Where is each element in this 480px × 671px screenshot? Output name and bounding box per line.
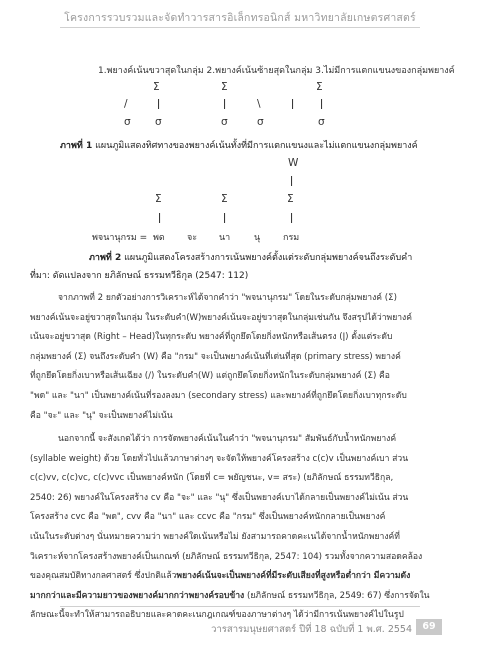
running-header: โครงการรวบรวมและจัดทำวารสารอิเล็กทรอนิกส์ มหาวิทยาลัยเกษตรศาสตร์: [64, 12, 416, 24]
fig2-sigma-1: Σ: [155, 193, 162, 205]
fig1-branch-backslash: \: [257, 98, 261, 110]
footer-divider: [60, 606, 420, 607]
paragraph-2: [30, 430, 448, 626]
fig2-caption: [89, 250, 412, 264]
paragraph-line: เน้นจะอยู่ขวาสุด (Right – Head)ในทุกระดับ พยางค์ที่ถูกยึดโดยกิ่งหนักหรือเส้นตรง (ǀ) ตั้งแต่ระดับ: [30, 332, 393, 343]
fig2-syllable-5: กรม: [283, 233, 300, 243]
paragraph-line: "พด" และ "นา" เป็นพยางค์เน้นที่รองลงมา (secondary stress) และพยางค์ที่ถูกยึดโดยกิ่งเบาทุกระดับ: [30, 390, 407, 401]
fig2-word-node: W: [288, 157, 299, 169]
fig2-bar-3: ǀ: [290, 212, 294, 224]
fig2-syllable-2: จะ: [187, 233, 198, 243]
fig2-branch-bar-top: ǀ: [290, 175, 294, 187]
fig2-caption-label: ภาพที่ 2: [89, 253, 122, 263]
paragraph-line: พยางค์เน้นจะอยู่ขวาสุดในกลุ่ม ในระดับคำ(W)พยางค์เน้นจะอยู่ขวาสุดในกลุ่มเช่นกัน จึงสรุปได้ว่าพยางค์: [30, 312, 412, 323]
paragraph-1: [30, 289, 448, 426]
fig1-syllable-5: σ: [318, 116, 325, 128]
paragraph-line: กลุ่มพยางค์ (Σ) จนถึงระดับคำ (W) คือ "กรม" จะเป็นพยางค์เน้นที่เด่นที่สุด (primary stress) พยางค์: [30, 351, 401, 362]
journal-footer: วารสารมนุษยศาสตร์ ปีที่ 18 ฉบับที่ 1 พ.ศ. 2554: [211, 624, 412, 635]
paragraph-line: วิเคราะห์จากโครงสร้างพยางค์เป็นเกณฑ์ (ยภิลักษณ์ ธรรมทวีธิกุล, 2547: 104) รวมทั้งจากความสอดคล้อง: [30, 551, 423, 562]
paragraph-line: (syllable weight) ด้วย โดยทั่วไปแล้วภาษาต่างๆ จะจัดให้พยางค์โครงสร้าง c(c)v เป็นพยางค์เบา ส่วน: [30, 453, 409, 464]
fig2-sigma-3: Σ: [287, 193, 294, 205]
fig1-branch-bar-4: ǀ: [320, 98, 324, 110]
fig1-sigma-2: Σ: [221, 81, 228, 93]
emphasis-text: มากกว่าและมีความยาวของพยางค์มากกว่าพยางค์รอบข้าง: [30, 590, 245, 601]
fig2-bar-2: ǀ: [223, 212, 227, 224]
fig2-bar-1: ǀ: [158, 212, 162, 224]
page-number: 69: [416, 619, 442, 635]
fig1-caption-text: แผนภูมิแสดงทิศทางของพยางค์เน้นทั้งที่มีการแตกแขนงและไม่แตกแขนงกลุ่มพยางค์: [95, 141, 418, 151]
fig1-options-line: 1.พยางค์เน้นขวาสุดในกลุ่ม 2.พยางค์เน้นซ้ายสุดในกลุ่ม 3.ไม่มีการแตกแขนงของกลุ่มพยางค์: [98, 66, 455, 76]
paragraph-line: c(c)vv, c(c)vc, c(c)vvc เป็นพยางค์หนัก (โดยที่ c= พยัญชนะ, v= สระ) (ยภิลักษณ์ ธรรมทวีธิกุล,: [30, 473, 394, 484]
paragraph-line: [30, 567, 448, 587]
emphasis-text: พยางค์เน้นจะเป็นพยางค์ที่มีระดับเสียงที่สูงหรือต่ำกว่า มีความดัง: [176, 571, 411, 582]
fig2-syllable-1: พด: [153, 233, 165, 243]
paragraph-text: (ยภิลักษณ์ ธรรมทวีธิกุล, 2549: 67) ซึ่งการจัดใน: [244, 590, 430, 601]
paragraph-line: 2540: 26) พยางค์ในโครงสร้าง cv คือ "จะ" และ "นุ" ซึ่งเป็นพยางค์เบาได้กลายเป็นพยางค์ไม่เน้น ส่วน: [30, 492, 409, 503]
fig2-syllable-4: นุ: [254, 233, 261, 243]
fig1-branch-bar-3: ǀ: [291, 98, 295, 110]
paragraph-line: คือ "จะ" และ "นุ" จะเป็นพยางค์ไม่เน้น: [30, 410, 173, 421]
fig2-caption-text: แผนภูมิแสดงโครงสร้างการเน้นพยางค์ตั้งแต่ระดับกลุ่มพยางค์จนถึงระดับคำ: [124, 253, 413, 263]
fig2-source: ที่มา: ดัดแปลงจาก ยภิลักษณ์ ธรรมทวีธิกุล (2547: 112): [30, 271, 249, 281]
fig2-sigma-2: Σ: [221, 193, 228, 205]
fig1-sigma-1: Σ: [153, 81, 160, 93]
paragraph-line: ลักษณะนี้จะทำให้สามารถอธิบายและคาดคะเนกฎเกณฑ์ของภาษาต่างๆ ได้ว่ามีการเน้นพยางค์ไปในรูป: [30, 610, 404, 621]
fig1-syllable-4: σ: [257, 116, 264, 128]
fig1-branch-bar-2: ǀ: [223, 98, 227, 110]
fig2-syllable-3: นา: [219, 233, 231, 243]
fig1-caption: [60, 138, 418, 152]
fig1-syllable-1: σ: [124, 116, 131, 128]
paragraph-text: ของคุณสมบัติทางกลศาสตร์ ซึ่งปกติแล้ว: [30, 571, 177, 582]
paragraph-line: โครงสร้าง cvc คือ "พด", cvv คือ "นา" และ ccvc คือ "กรม" ซึ่งเป็นพยางค์หนักกลายเป็นพยางค์: [30, 512, 386, 523]
paragraph-line: นอกจากนี้ จะสังเกตได้ว่า การจัดพยางค์เน้นในคำว่า "พจนานุกรม" สัมพันธ์กับน้ำหนักพยางค์: [58, 434, 397, 444]
paragraph-line: จากภาพที่ 2 ยกตัวอย่างการวิเคราะห์ได้จากคำว่า "พจนานุกรม" โดยในระดับกลุ่มพยางค์ (Σ): [58, 293, 397, 303]
fig1-sigma-3: Σ: [316, 81, 323, 93]
fig2-row-label: พจนานุกรม =: [92, 233, 148, 243]
fig1-branch-slash-1: /: [124, 98, 128, 110]
paragraph-line: [30, 587, 448, 607]
paragraph-line: เน้นในระดับต่างๆ นั่นหมายความว่า พยางค์ใดเน้นหรือไม่ ยังสามารถคาดคะเนได้จากน้ำหนักพยางค์ที่: [30, 531, 400, 542]
fig1-branch-bar-1: ǀ: [157, 98, 161, 110]
header-divider: [60, 27, 420, 28]
fig1-syllable-2: σ: [155, 116, 162, 128]
fig1-syllable-3: σ: [221, 116, 228, 128]
paragraph-line: ที่ถูกยึดโดยกิ่งเบาหรือเส้นเฉียง (/) ในระดับคำ(W) แต่ถูกยึดโดยกิ่งหนักในระดับกลุ่มพยางค์ (Σ) คือ: [30, 371, 390, 382]
fig1-caption-label: ภาพที่ 1: [60, 141, 93, 151]
